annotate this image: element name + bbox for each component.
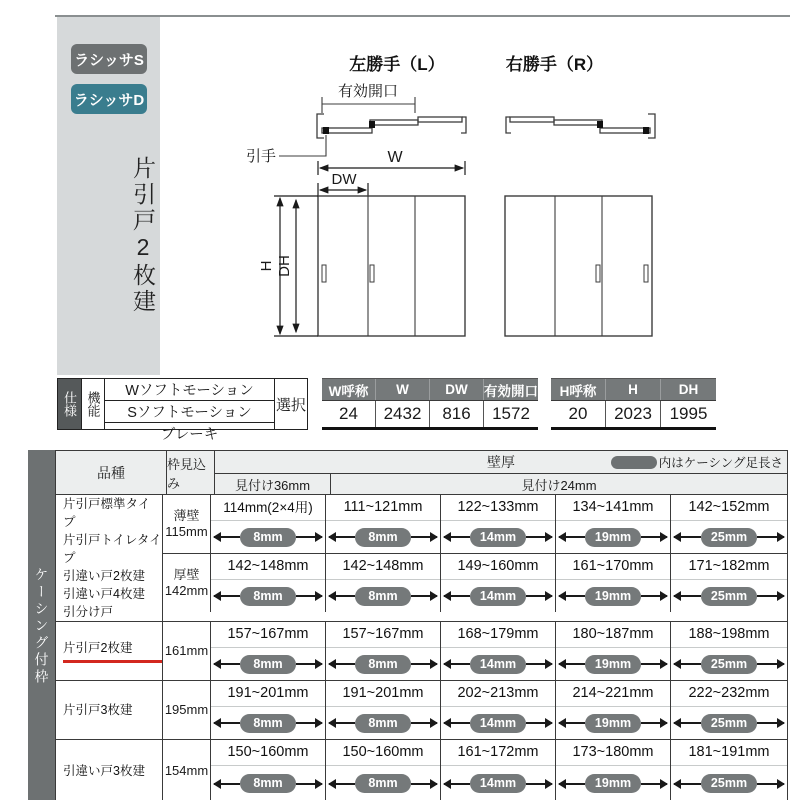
range-text: 188~198mm <box>671 622 787 648</box>
top-rule <box>55 15 790 17</box>
header-wall-thickness <box>215 451 787 474</box>
casing-length-pill: 19mm <box>585 528 641 547</box>
spec-function-table <box>57 378 308 443</box>
product-line: 片引戸トイレタイプ <box>63 533 162 565</box>
arrow-right-icon <box>296 663 322 665</box>
frame-text: 142mm <box>164 583 209 598</box>
range-text: 202~213mm <box>441 681 555 707</box>
range-text: 149~160mm <box>441 554 555 580</box>
range-text: 181~191mm <box>671 740 787 766</box>
arrow-right-icon <box>641 536 667 538</box>
arrow-left-icon <box>559 722 585 724</box>
wall-range-cell <box>211 740 326 800</box>
casing-length-pill: 8mm <box>355 774 411 793</box>
arrow-left-icon <box>444 595 470 597</box>
range-text: 142~148mm <box>326 554 440 580</box>
frame-text: 厚壁 <box>173 567 200 582</box>
left-elevation <box>318 196 465 336</box>
table-row <box>163 622 787 680</box>
spec-section-label: 仕様 <box>58 379 81 429</box>
casing-note <box>611 451 783 473</box>
arrow-right-icon <box>757 663 784 665</box>
product-line: 引分け戸 <box>63 605 114 619</box>
col-header: W <box>376 379 430 400</box>
product-line: 引違い戸3枚建 <box>63 763 145 778</box>
arrow-right-icon <box>641 722 667 724</box>
range-text: 157~167mm <box>211 622 325 648</box>
note-text: 内はケーシング足長さ <box>658 456 783 470</box>
height-table-header <box>551 379 716 401</box>
value-cell: 2432 <box>376 401 430 427</box>
value-cell: 20 <box>551 401 606 427</box>
wall-range-cell <box>326 495 441 553</box>
range-text: 150~160mm <box>326 740 440 766</box>
casing-length-pill: 8mm <box>355 528 411 547</box>
arrow-right-icon <box>296 595 322 597</box>
range-text: 180~187mm <box>556 622 670 648</box>
height-dimension-table <box>551 378 716 430</box>
arrow-left-icon <box>674 722 701 724</box>
wall-range-cell <box>671 681 787 739</box>
wall-range-cell <box>326 740 441 800</box>
arrow-right-icon <box>757 783 784 785</box>
wall-range-cell <box>556 495 671 553</box>
col-header: H <box>606 379 661 400</box>
width-dimension-table <box>322 378 538 430</box>
table-row-group <box>56 740 787 800</box>
range-text: 114mm(2×4用) <box>211 495 325 521</box>
casing-length-pill: 14mm <box>470 714 526 733</box>
casing-length-pill: 14mm <box>470 774 526 793</box>
wall-range-cell <box>441 554 556 612</box>
product-types-cell <box>56 495 163 621</box>
arrow-right-icon <box>641 595 667 597</box>
wall-range-cell <box>556 740 671 800</box>
value-cell: 24 <box>322 401 376 427</box>
product-line: 引違い戸4枚建 <box>63 587 145 601</box>
casing-table-body <box>55 450 788 800</box>
table-row <box>163 681 787 739</box>
wall-thickness-label: 壁厚 <box>487 454 515 470</box>
col-header: DW <box>430 379 484 400</box>
arrow-left-icon <box>559 663 585 665</box>
range-text: 134~141mm <box>556 495 670 521</box>
header-product: 品種 <box>56 451 167 494</box>
wall-range-cell <box>326 622 441 680</box>
wall-range-cell <box>326 681 441 739</box>
spec-group-label: 機能 <box>81 379 105 429</box>
table-row <box>163 495 787 553</box>
wall-range-cell <box>671 554 787 612</box>
product-types-cell <box>56 681 163 739</box>
left-plan-view <box>317 114 466 138</box>
casing-length-pill: 8mm <box>355 655 411 674</box>
table-row-group <box>56 622 787 681</box>
wall-range-cell <box>441 495 556 553</box>
frame-text: 195mm <box>164 702 209 717</box>
casing-length-pill: 14mm <box>470 587 526 606</box>
arrow-right-icon <box>526 783 552 785</box>
casing-length-pill: 14mm <box>470 528 526 547</box>
arrow-left-icon <box>674 595 701 597</box>
wall-range-cell <box>211 554 326 612</box>
wall-range-cell <box>556 681 671 739</box>
arrow-left-icon <box>214 595 240 597</box>
frame-depth-cell <box>163 622 211 680</box>
wall-range-cell <box>671 740 787 800</box>
range-text: 173~180mm <box>556 740 670 766</box>
arrow-right-icon <box>411 722 437 724</box>
right-hand-title: 右勝手（R） <box>505 55 604 74</box>
dw-dim-label: DW <box>331 171 357 188</box>
wall-range-cell <box>671 495 787 553</box>
wall-range-cell <box>671 622 787 680</box>
frame-text: 115mm <box>165 524 208 539</box>
arrow-right-icon <box>757 536 784 538</box>
casing-length-pill: 8mm <box>240 774 296 793</box>
arrow-left-icon <box>674 536 701 538</box>
pull-handle-label: 引手 <box>246 148 277 165</box>
value-cell: 1572 <box>492 404 530 423</box>
col-header: 有効開口 <box>484 383 538 399</box>
right-elevation <box>505 196 652 336</box>
arrow-right-icon <box>757 595 784 597</box>
range-text: 161~170mm <box>556 554 670 580</box>
arrow-left-icon <box>329 536 355 538</box>
highlighted-product: 片引戸2枚建 <box>63 639 162 663</box>
w-dim-label: W <box>387 149 403 166</box>
arrow-left-icon <box>444 536 470 538</box>
dh-dim-label: DH <box>276 255 293 277</box>
arrow-right-icon <box>411 595 437 597</box>
range-text: 191~201mm <box>211 681 325 707</box>
width-table-values <box>322 401 538 430</box>
table-row <box>163 740 787 800</box>
function-item: ブレーキ <box>160 427 219 443</box>
door-diagrams <box>230 75 790 347</box>
range-text: 150~160mm <box>211 740 325 766</box>
casing-length-pill: 25mm <box>701 587 757 606</box>
casing-length-pill: 19mm <box>585 774 641 793</box>
range-text: 222~232mm <box>671 681 787 707</box>
wall-range-cell <box>556 554 671 612</box>
product-line: 片引戸標準タイプ <box>63 497 151 529</box>
casing-length-pill: 8mm <box>240 655 296 674</box>
casing-length-pill: 8mm <box>240 587 296 606</box>
arrow-left-icon <box>559 536 585 538</box>
wall-range-cell <box>211 681 326 739</box>
casing-frame-table <box>28 450 788 800</box>
wall-range-cell <box>211 495 326 553</box>
table-row-group <box>56 495 787 622</box>
range-text: 161~172mm <box>441 740 555 766</box>
product-line: 片引戸3枚建 <box>63 703 133 717</box>
frame-depth-cell <box>163 740 211 800</box>
casing-length-pill: 25mm <box>701 528 757 547</box>
arrow-left-icon <box>214 663 240 665</box>
series-badge-lasissa-d: ラシッサD <box>71 84 147 114</box>
col-header: H呼称 <box>551 379 606 400</box>
casing-length-pill: 25mm <box>701 774 757 793</box>
wall-range-cell <box>441 681 556 739</box>
note-pill-icon <box>611 456 657 469</box>
arrow-right-icon <box>296 722 322 724</box>
height-table-values <box>551 401 716 430</box>
casing-length-pill: 25mm <box>701 655 757 674</box>
arrow-right-icon <box>526 536 552 538</box>
arrow-left-icon <box>674 783 701 785</box>
casing-length-pill: 8mm <box>240 528 296 547</box>
header-mitsuke-36: 見付け36mm <box>215 474 331 494</box>
arrow-left-icon <box>674 663 701 665</box>
arrow-right-icon <box>526 722 552 724</box>
arrow-left-icon <box>329 663 355 665</box>
casing-length-pill: 19mm <box>585 655 641 674</box>
wall-range-cell <box>441 622 556 680</box>
arrow-left-icon <box>444 663 470 665</box>
arrow-right-icon <box>526 595 552 597</box>
arrow-left-icon <box>329 595 355 597</box>
frame-text: 薄壁 <box>173 508 200 523</box>
value-cell: 1995 <box>669 404 708 423</box>
frame-text: 161mm <box>164 643 209 658</box>
casing-length-pill: 19mm <box>585 587 641 606</box>
function-item: Wソフトモーション <box>105 379 274 401</box>
arrow-right-icon <box>526 663 552 665</box>
h-dimension <box>274 196 318 336</box>
function-list <box>105 379 275 443</box>
product-types-cell <box>56 740 163 800</box>
range-text: 122~133mm <box>441 495 555 521</box>
arrow-left-icon <box>559 595 585 597</box>
value-cell: 2023 <box>606 401 661 427</box>
casing-length-pill: 25mm <box>701 714 757 733</box>
range-text: 168~179mm <box>441 622 555 648</box>
arrow-right-icon <box>296 783 322 785</box>
arrow-left-icon <box>559 783 585 785</box>
range-text: 157~167mm <box>326 622 440 648</box>
left-hand-title: 左勝手（L） <box>349 55 445 74</box>
value-cell: 816 <box>430 401 484 427</box>
arrow-right-icon <box>757 722 784 724</box>
arrow-right-icon <box>411 663 437 665</box>
h-dim-label: H <box>258 260 275 272</box>
casing-length-pill: 8mm <box>355 587 411 606</box>
product-name-vertical: 片引戸2枚建 <box>130 155 156 315</box>
arrow-right-icon <box>641 783 667 785</box>
sidebar <box>57 17 160 375</box>
arrow-left-icon <box>444 722 470 724</box>
function-item: Sソフトモーション <box>105 401 274 423</box>
range-text: 111~121mm <box>326 495 440 521</box>
range-text: 214~221mm <box>556 681 670 707</box>
casing-length-pill: 14mm <box>470 655 526 674</box>
col-header: DH <box>678 382 699 397</box>
select-label: 選択 <box>275 396 306 414</box>
wall-range-cell <box>326 554 441 612</box>
frame-depth-cell <box>163 554 211 612</box>
wall-range-cell <box>441 740 556 800</box>
header-mitsuke-24: 見付け24mm <box>521 477 597 493</box>
arrow-right-icon <box>411 536 437 538</box>
arrow-left-icon <box>444 783 470 785</box>
casing-side-label: ケーシング付枠 <box>28 450 55 800</box>
arrow-left-icon <box>214 536 240 538</box>
range-text: 191~201mm <box>326 681 440 707</box>
arrow-left-icon <box>214 722 240 724</box>
range-text: 142~148mm <box>211 554 325 580</box>
series-badge-lasissa-s: ラシッサS <box>71 44 147 74</box>
col-header: W呼称 <box>322 379 376 400</box>
casing-length-pill: 8mm <box>355 714 411 733</box>
frame-depth-cell <box>163 681 211 739</box>
arrow-right-icon <box>411 783 437 785</box>
product-line: 引違い戸2枚建 <box>63 569 145 583</box>
arrow-left-icon <box>329 722 355 724</box>
casing-length-pill: 19mm <box>585 714 641 733</box>
width-table-header <box>322 379 538 401</box>
table-row-group <box>56 681 787 740</box>
frame-text: 154mm <box>164 762 209 778</box>
casing-length-pill: 8mm <box>240 714 296 733</box>
range-text: 171~182mm <box>671 554 787 580</box>
table-row <box>163 553 787 612</box>
arrow-right-icon <box>641 663 667 665</box>
right-plan-view <box>506 114 655 138</box>
header-frame-depth: 枠見込み <box>167 451 215 494</box>
effective-opening-label: 有効開口 <box>337 83 399 100</box>
frame-depth-cell <box>163 495 211 553</box>
wall-range-cell <box>211 622 326 680</box>
arrow-left-icon <box>329 783 355 785</box>
arrow-left-icon <box>214 783 240 785</box>
casing-table-header <box>56 451 787 495</box>
range-text: 142~152mm <box>671 495 787 521</box>
product-types-cell <box>56 622 163 680</box>
wall-range-cell <box>556 622 671 680</box>
arrow-right-icon <box>296 536 322 538</box>
